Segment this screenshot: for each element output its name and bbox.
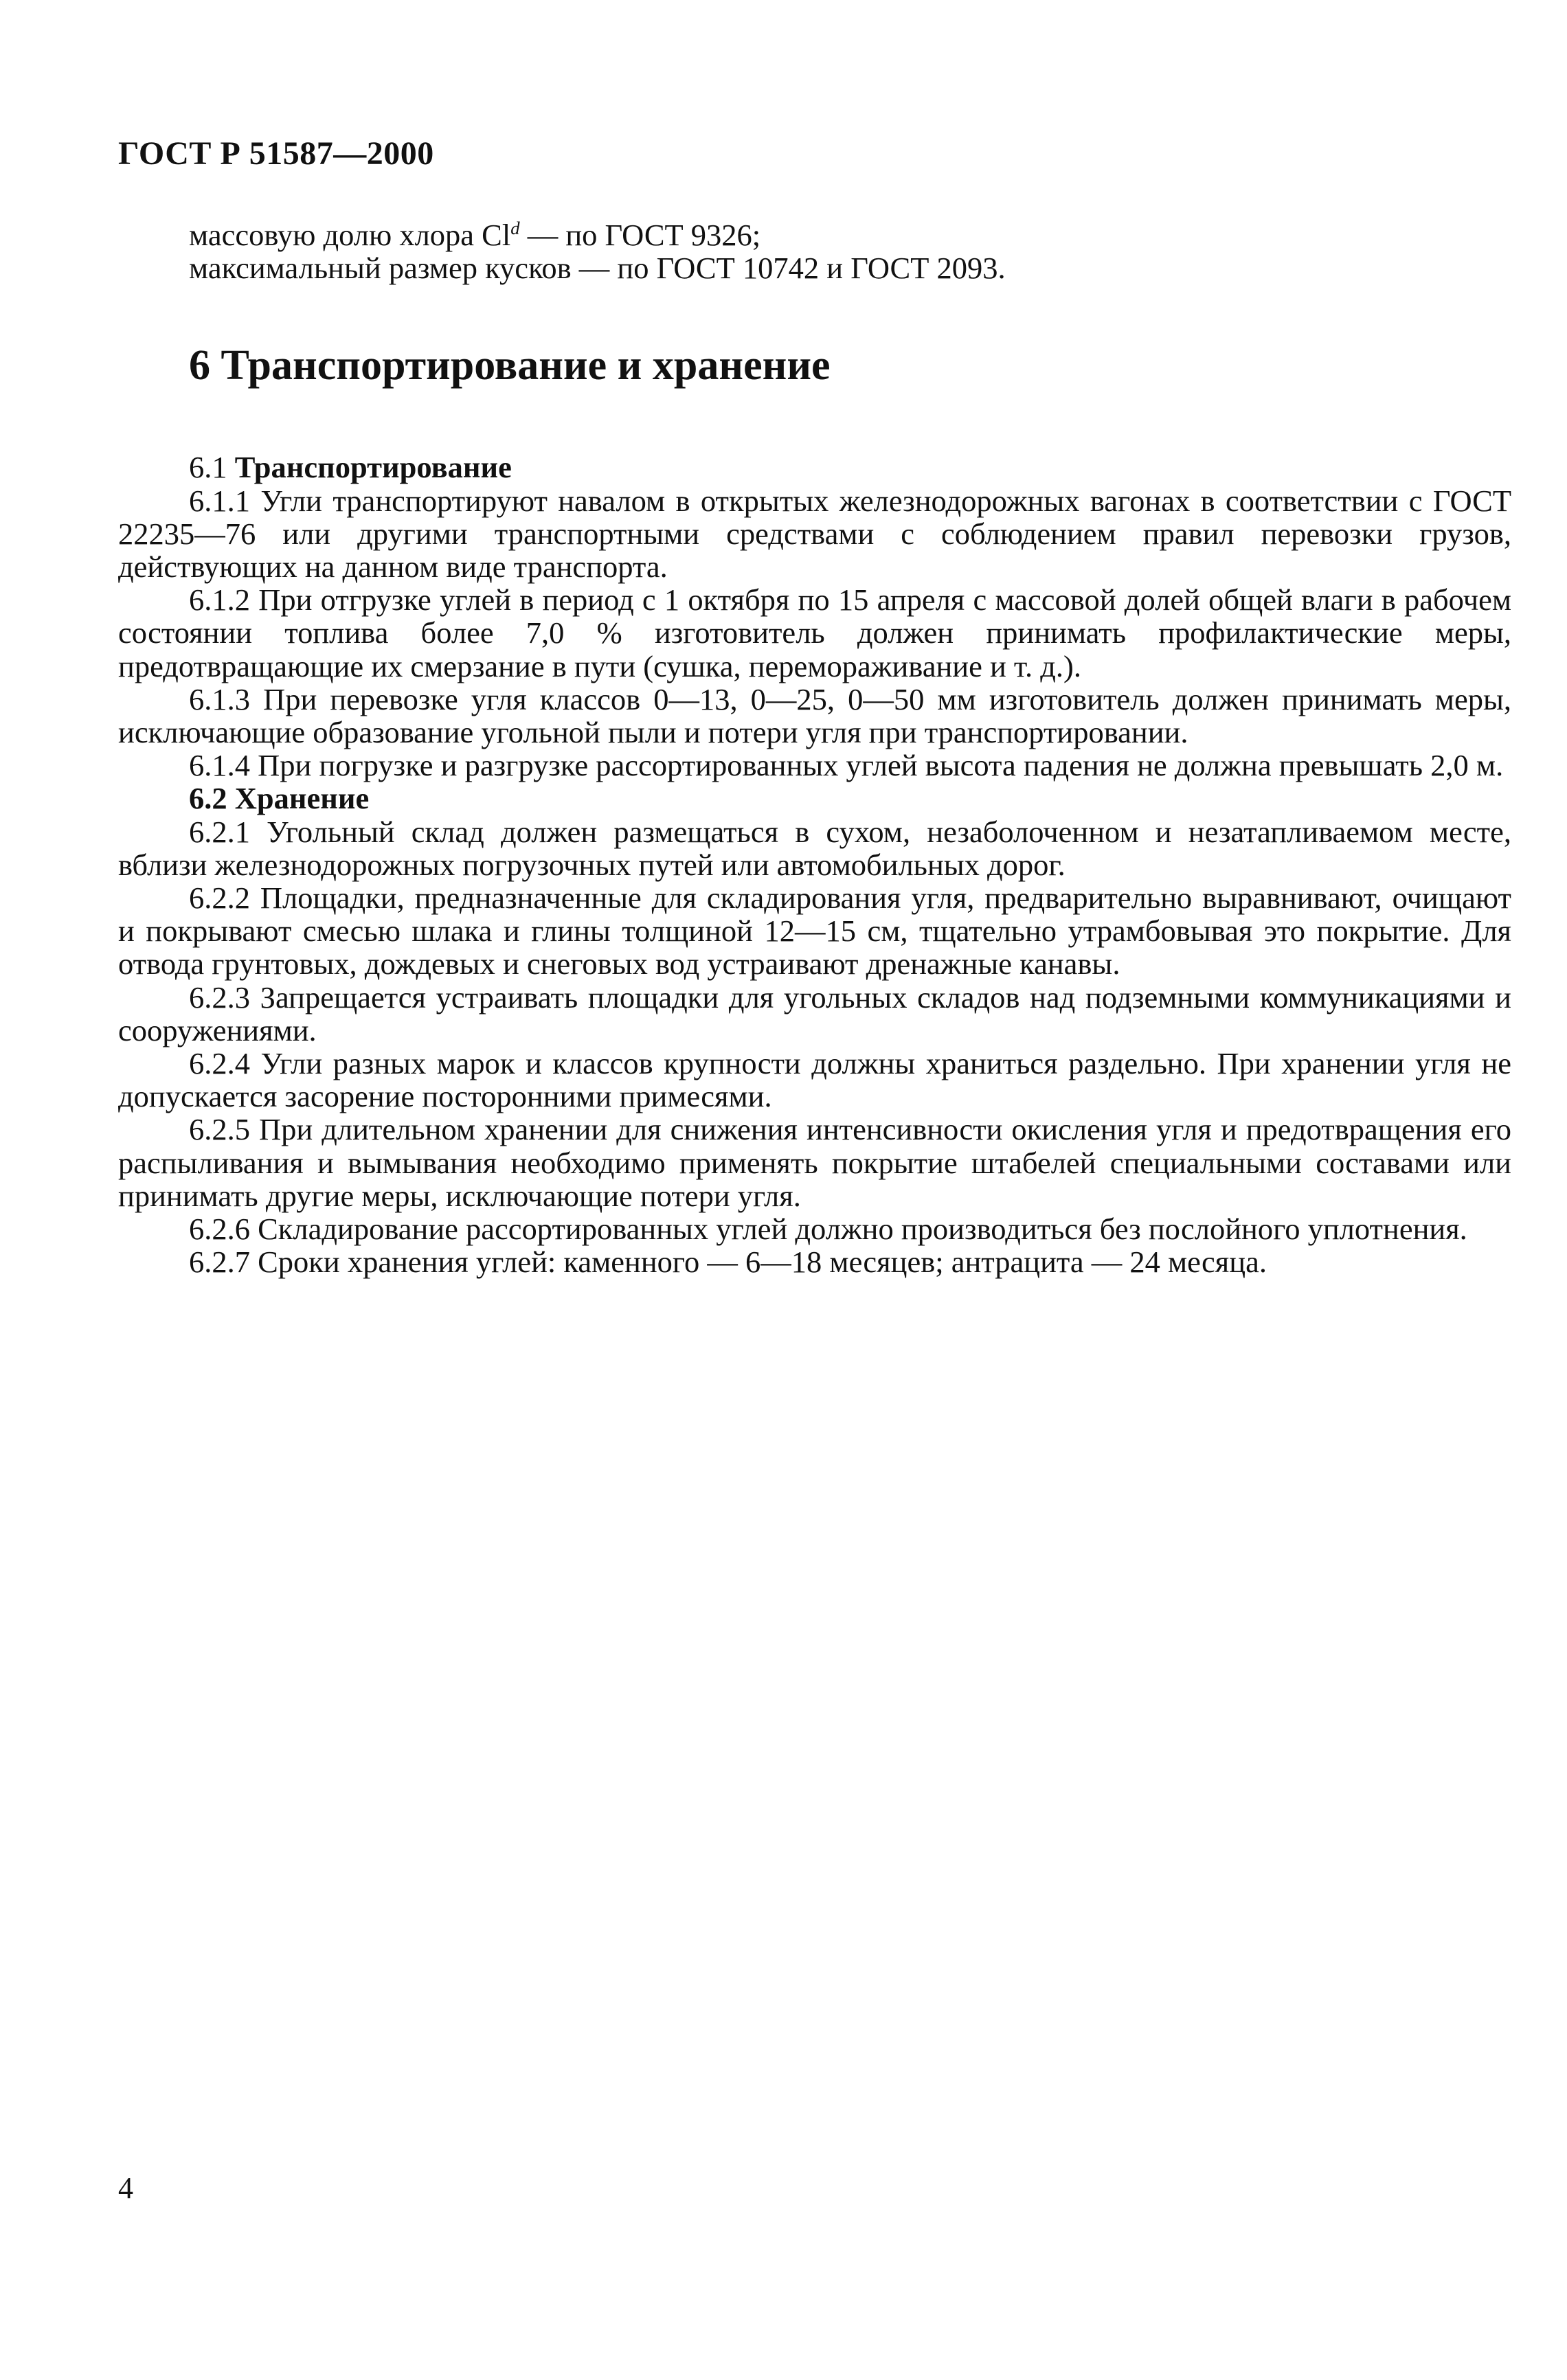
paragraph-6-2-4: 6.2.4 Угли разных марок и классов крупности должны храниться раздельно. При хранении угля не допускается засорение посторонними примесями. (118, 1046, 1511, 1114)
paragraph-6-1-4: 6.1.4 При погрузке и разгрузке рассортированных углей высота падения не должна превышать 2,0 м. (189, 748, 1504, 783)
paragraph-6-2-7: 6.2.7 Сроки хранения углей: каменного — 6—18 месяцев; антрацита — 24 месяца. (189, 1245, 1267, 1280)
document-header: ГОСТ Р 51587—2000 (118, 135, 434, 172)
intro-line-chlorine-text: массовую долю хлора Cl (189, 218, 511, 252)
subsection-title-storage: 6.2 Хранение (189, 781, 370, 816)
intro-line-size: максимальный размер кусков — по ГОСТ 10742 и ГОСТ 2093. (189, 251, 1006, 286)
paragraph-6-2-3: 6.2.3 Запрещается устраивать площадки для угольных складов над подземными коммуникациями и сооружениями. (118, 979, 1511, 1047)
subsection-heading-transport (118, 451, 1511, 484)
page-number: 4 (118, 2171, 133, 2205)
subsection-title-transport: Транспортирование (234, 450, 512, 485)
paragraph-6-1-3: 6.1.3 При перевозке угля классов 0—13, 0—25, 0—50 мм изготовитель должен принимать меры, исключающие образование угольной пыли и потери угля при транспортировании. (118, 681, 1511, 750)
paragraph-6-2-1: 6.2.1 Угольный склад должен размещаться в сухом, незаболоченном и незатапливаемом месте, вблизи железнодорожных погрузочных путей или автомобильных дорог. (118, 814, 1511, 882)
intro-line-chlorine-superscript: d (510, 218, 520, 239)
intro-line-chlorine-tail: — по ГОСТ 9326; (519, 218, 761, 252)
document-body (118, 218, 1511, 1278)
section-title: 6 Транспортирование и хранение (189, 342, 831, 389)
subsection-heading-storage (118, 782, 1511, 815)
subsection-number-transport: 6.1 (189, 450, 235, 485)
paragraph-6-2-2: 6.2.2 Площадки, предназначенные для складирования угля, предварительно выравнивают, очищают и покрывают смесью шлака и глины толщиной 12—15 см, тщательно утрамбовывая это покрытие. Для отвода грунтовых, дождевых и снеговых вод устраивают дренажные канавы. (118, 881, 1511, 982)
intro-line-chlorine (118, 218, 1511, 251)
paragraph-6-2-5: 6.2.5 При длительном хранении для снижения интенсивности окисления угля и предотвращения его распыливания и вымывания необходимо применять покрытие штабелей специальными составами или принимать другие меры, исключающие потери угля. (118, 1112, 1511, 1213)
paragraph-6-1-2: 6.1.2 При отгрузке углей в период с 1 октября по 15 апреля с массовой долей общей влаги в рабочем состоянии топлива более 7,0 % изготовитель должен принимать профилактические меры, предотвращающие их смерзание в пути (сушка, перемораживание и т. д.). (118, 582, 1511, 683)
paragraph-6-1-1: 6.1.1 Угли транспортируют навалом в открытых железнодорожных вагонах в соответствии с ГОСТ 22235—76 или другими транспортными средствами с соблюдением правил перевозки грузов, действующих на данном виде транспорта. (118, 483, 1511, 585)
paragraph-6-2-6: 6.2.6 Складирование рассортированных углей должно производиться без послойного уплотнения. (189, 1212, 1467, 1247)
